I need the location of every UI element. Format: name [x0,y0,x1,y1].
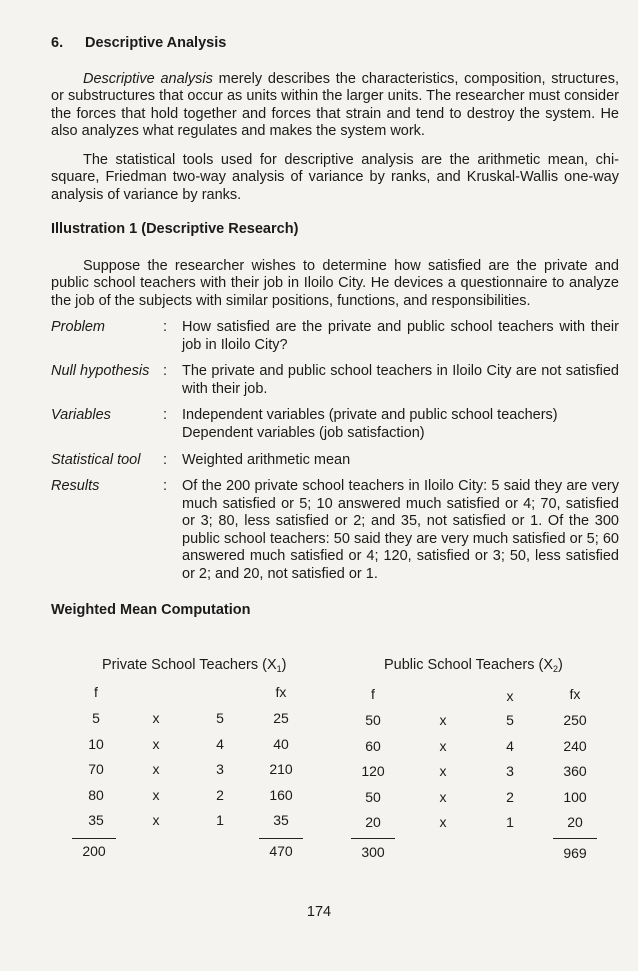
private-row-1-f: 5 [92,710,100,726]
public-row-1-x: x [439,712,447,728]
private-row-3-f: 70 [88,761,104,777]
paragraph-statistical-tools [51,152,619,204]
illustration-title: Illustration 1 (Descriptive Research) [51,221,299,237]
colon: : [163,478,168,494]
definition-problem: How satisfied are the private and public school teachers with their job in Iloilo City? [182,319,619,353]
public-row-3-x: x [439,763,447,779]
private-row-3-w: 3 [216,761,224,777]
private-row-5-x: x [152,812,160,828]
private-row-5-f: 35 [88,812,104,828]
definition-results: Of the 200 private school teachers in Iloilo City: 5 said they are very much satisfied or 5; 10 answered much satisfied or 4; 70, satisfied or 3; 80, less satisfied or 2; and 35, not satisfied or 1. Of the 300 public school teachers: 50 said they are very much satisfied or 5; 60 answered much satisfied or 4; 120, satisfied or 3; 50, less satisfied or 2; and 20, not satisfied or 1. [182,478,619,582]
paragraph-1-text: merely describes the characteristics, composition, structures, or substructures that occur as units within the larger units. The researcher must consider the forces that hold together and forces that strain and tend to destroy the system. He also analyzes what regulates and makes the system work. [51,71,619,140]
private-label-subscript: 1 [276,664,282,674]
public-label-text: Public School Teachers (X [384,657,553,673]
definition-variables: Independent variables (private and public school teachers) Dependent variables (job satisfaction) [182,407,558,441]
private-total-f: 200 [82,843,106,859]
private-row-2-fx: 40 [273,735,289,752]
private-row-5-w: 1 [216,812,224,828]
section-number: 6. [51,35,64,51]
private-label-text: Private School Teachers (X [102,657,277,673]
public-total-fx: 969 [563,845,587,861]
private-total-rule-f [72,838,116,839]
private-row-4-w: 2 [216,786,224,803]
paragraph-descriptive-analysis [51,71,619,141]
public-total-rule-fx [553,838,597,839]
private-row-4-fx: 160 [269,786,293,803]
private-row-1-x: x [152,710,160,726]
public-row-3-w: 3 [506,763,514,779]
paragraph-2-text: The statistical tools used for descriptive analysis are the arithmetic mean, chi-square, Friedman two-way analysis of variance by ranks, and Kruskal-Wallis one-way analysis of variance by ranks. [51,152,619,203]
public-row-1-f: 50 [365,712,381,728]
private-row-5-fx: 35 [273,812,289,828]
public-header-fx: fx [569,686,581,702]
private-row-1-w: 5 [216,710,224,726]
page-number: 174 [306,904,332,920]
public-row-2-w: 4 [506,737,514,754]
term-variables: Variables [51,407,111,423]
colon: : [163,363,168,379]
public-row-5-fx: 20 [567,814,583,830]
definition-null-hypothesis: The private and public school teachers in Iloilo City are not satisfied with their job. [182,363,619,397]
private-row-4-f: 80 [88,786,104,803]
public-row-4-x: x [439,788,447,805]
definition-statistical-tool: Weighted arithmetic mean [182,452,351,468]
public-row-2-fx: 240 [563,737,587,754]
public-row-4-fx: 100 [563,788,587,805]
public-row-5-f: 20 [365,814,381,830]
public-row-5-w: 1 [506,814,514,830]
public-row-1-w: 5 [506,712,514,728]
public-row-2-x: x [439,737,447,754]
public-row-3-f: 120 [361,763,385,779]
colon: : [163,319,168,335]
public-label-subscript: 2 [553,664,559,674]
private-table-label [102,657,286,674]
private-row-3-x: x [152,761,160,777]
colon: : [163,452,168,468]
section-title: Descriptive Analysis [85,35,227,51]
term-statistical-tool: Statistical tool [51,452,141,468]
public-label-end: ) [558,657,563,673]
public-total-f: 300 [361,844,385,860]
computation-title: Weighted Mean Computation [51,602,251,618]
private-label-end: ) [281,657,287,673]
term-problem: Problem [51,319,105,335]
public-header-x: x [506,688,514,704]
public-row-1-fx: 250 [563,712,587,728]
private-row-2-f: 10 [88,735,104,752]
private-header-f: f [94,684,98,700]
private-header-fx: fx [275,684,287,700]
public-table-label [384,657,563,674]
private-row-1-fx: 25 [273,710,289,726]
public-row-3-fx: 360 [563,763,587,779]
public-row-5-x: x [439,814,447,830]
public-row-4-w: 2 [506,788,514,805]
private-total-rule-fx [259,838,303,839]
public-header-f: f [371,686,375,702]
illustration-intro [51,258,619,310]
private-row-2-x: x [152,735,160,752]
term-null-hypothesis: Null hypothesis [51,363,150,379]
term-descriptive-analysis: Descriptive analysis [83,71,213,87]
private-total-fx: 470 [269,843,293,859]
public-row-4-f: 50 [365,788,381,805]
illustration-intro-text: Suppose the researcher wishes to determine how satisfied are the private and public school teachers with their job in Iloilo City. He devices a questionnaire to analyze the job of the subjects with similar positions, functions, and responsibilities. [51,258,619,309]
private-row-4-x: x [152,786,160,803]
colon: : [163,407,168,423]
private-row-3-fx: 210 [269,761,293,777]
public-total-rule-f [351,838,395,839]
term-results: Results [51,478,100,494]
private-row-2-w: 4 [216,735,224,752]
public-row-2-f: 60 [365,737,381,754]
